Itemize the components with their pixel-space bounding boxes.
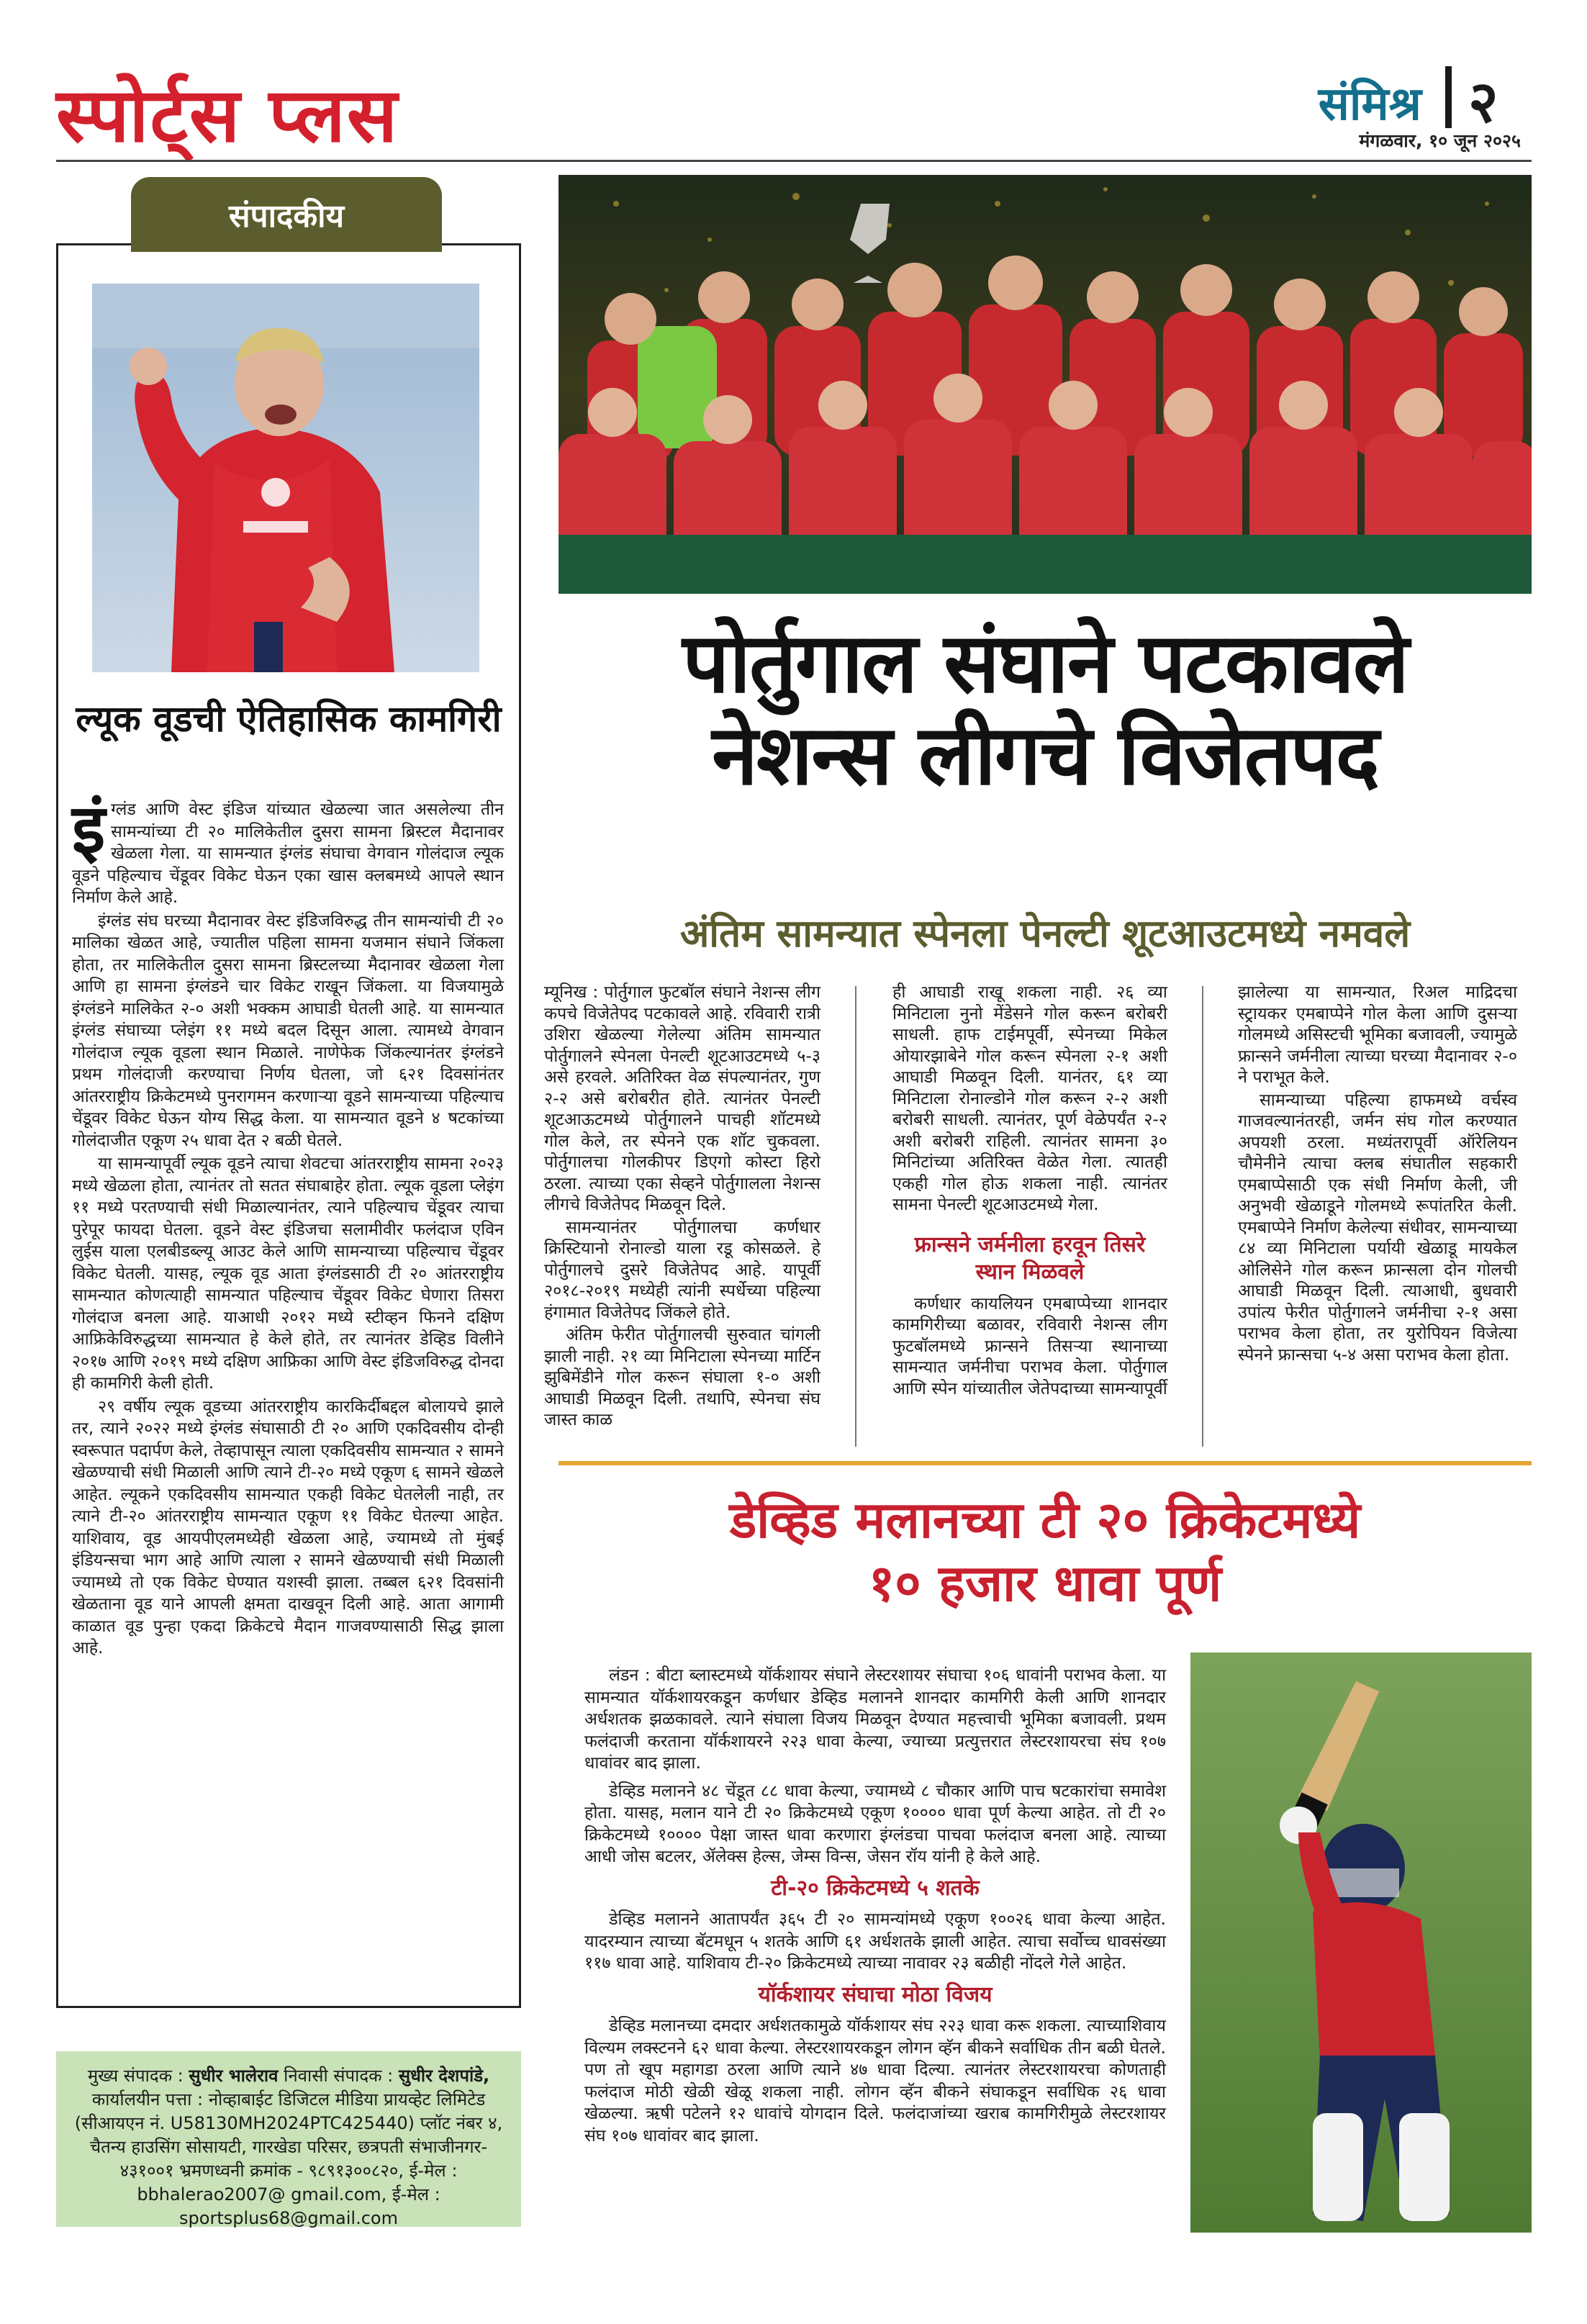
editorial-title: ल्यूक वूडची ऐतिहासिक कामगिरी [76, 698, 502, 740]
editor-label: मुख्य संपादक : [87, 2066, 184, 2086]
editorial-paragraph-text: ग्लंड आणि वेस्ट इंडिज यांच्यात खेळल्या जात असलेल्या तीन सामन्यांच्या टी २० मालिकेतील दुसरा सामना ब्रिस्टल मैदानावर खेळला गेला. या सामन्यात इंग्लंड संघाचा वेगवान गोलंदाज ल्यूक वूडने पहिल्याच चेंडूवर विकेट घेऊन एका खास क्लबमध्ये आपले स्थान निर्माण केले आहे. [72, 800, 504, 907]
section-name: संमिश्र [1318, 78, 1421, 131]
masthead-title: स्पोर्ट्स प्लस [56, 71, 399, 159]
article-paragraph: म्यूनिख : पोर्तुगाल फुटबॉल संघाने नेशन्स लीग कपचे विजेतेपद पटकावले आहे. रविवारी रात्री उशिरा खेळल्या गेलेल्या अंतिम सामन्यात पोर्तुगालने स्पेनला पेनल्टी शूटआउटमध्ये ५-३ असे हरवले. अतिरिक्त वेळ संपल्यानंतर, गुण २-२ असे बरोबरीत होते. त्यानंतर पेनल्टी शूटआऊटमध्ये पोर्तुगालने पाचही शॉटमध्ये गोल केले, तर स्पेनने एक शॉट चुकवला. पोर्तुगालचा गोलकीपर डिएगो कोस्टा हिरो ठरला. त्याच्या एका सेव्हने पोर्तुगालला नेशन्स लीगचे विजेतेपद मिळवून दिले. [544, 982, 820, 1214]
bottom-story-headline [559, 1488, 1532, 1615]
editor-name: सुधीर भालेराव [189, 2066, 279, 2086]
column-divider [855, 986, 856, 1447]
article-paragraph: डेव्हिड मलानने आतापर्यंत ३६५ टी २० सामन्यांमध्ये एकूण १००२६ धावा केल्या आहेत. यादरम्यान त्याच्या बॅटमधून ५ शतके आणि ६१ अर्धशतके झाली आहेत. त्याचा सर्वोच्च धावसंख्या ११७ धावा आहे. याशिवाय टी-२० क्रिकेटमध्ये त्याच्या नावावर २३ बळीही नोंदले गेले आहेत. [584, 1909, 1166, 1973]
editorial-paragraph: इंग्लंड संघ घरच्या मैदानावर वेस्ट इंडिजविरुद्ध तीन सामन्यांची टी २० मालिका खेळत आहे, ज्यातील पहिला सामना यजमान संघाने जिंकला होता, तर मालिकेतील दुसरा सामना ब्रिस्टलच्या मैदानावर खेळला गेला आणि हा सामना इंग्लंडने चार विकेट राखून जिंकला. या विजयामुळे इंग्लंडने मालिकेत २-० अशी भक्कम आघाडी घेतली आहे. या सामन्यात इंग्लंड संघाच्या प्लेइंग ११ मध्ये बदल दिसून आला. त्यामध्ये वेगवान गोलंदाज ल्यूक वूडला स्थान मिळाले. नाणेफेक जिंकल्यानंतर इंग्लंडने प्रथम गोलंदाजी करण्याचा निर्णय घेतला, जो ६२१ दिवसांनंतर आंतरराष्ट्रीय क्रिकेटमध्ये पुनरागमन करणाऱ्या वूडने सामन्याच्या पहिल्याच चेंडूवर विकेट घेऊन योग्य सिद्ध केला. या सामन्यात वूडने ४ षटकांच्या गोलंदाजीत एकूण २५ धावा देत २ बळी घेतले. [72, 910, 504, 1150]
column-divider [1202, 986, 1203, 1447]
dateline: मंगळवार, १० जून २०२५ [1359, 130, 1521, 151]
credits-box [56, 2051, 521, 2227]
masthead-rule [56, 160, 1532, 162]
bottom-story-photo-batsman [1190, 1652, 1532, 2233]
top-story-headline-line2: नेशन्स लीगचे विजेतपद [712, 707, 1378, 804]
article-paragraph: लंडन : बीटा ब्लास्टमध्ये यॉर्कशायर संघाने लेस्टरशायर संघाचा १०६ धावांनी पराभव केला. या सामन्यात यॉर्कशायरकडून कर्णधार डेव्हिड मलानने शानदार कामगिरी केली आणि शानदार अर्धशतक झळकावले. त्याने संघाला विजय मिळवून देण्यात महत्त्वाची भूमिका बजावली. प्रथम फलंदाजी करताना यॉर्कशायरने २२३ धावा केल्या, ज्याच्या प्रत्युत्तरात लेस्टरशायरचा संघ १०७ धावांवर बाद झाला. [584, 1665, 1166, 1773]
editorial-photo-cricketer [92, 284, 479, 672]
resident-editor-label: निवासी संपादक : [284, 2066, 394, 2086]
resident-editor-name: सुधीर देशपांडे, [398, 2066, 490, 2086]
top-story-column-3 [1238, 982, 1517, 1367]
editorial-paragraph: या सामन्यापूर्वी ल्यूक वूडने त्याचा शेवटचा आंतरराष्ट्रीय सामना २०२३ मध्ये खेळला होता, त्यानंतर तो सतत संघाबाहेर होता. ल्यूक वूडला प्लेइंग ११ मध्ये परतण्याची संधी मिळाल्यानंतर, त्याने पहिल्याच चेंडूवर त्याचा पुरेपूर फायदा घेतला. वूडने वेस्ट इंडिजचा सलामीवीर फलंदाज एविन लुईस याला एलबीडब्ल्यू आउट केले आणि सामन्याच्या पहिल्याच चेंडूवर विकेट घेतली. यासह, ल्यूक वूड आता इंग्लंडसाठी टी २० आंतरराष्ट्रीय सामन्यात कोणत्याही सामन्यात पहिल्याच चेंडूवर विकेट घेणारा तिसरा गोलंदाज बनला आहे. याआधी २०१२ मध्ये स्टीव्हन फिनने दक्षिण आफ्रिकेविरुद्धच्या सामन्यात हे केले होते, तर त्यानंतर डेव्हिड विलीने २०१७ आणि २०१९ मध्ये दक्षिण आफ्रिका आणि वेस्ट इंडिजविरुद्ध दोनदा ही कामगिरी केली होती. [72, 1154, 504, 1393]
editorial-label: संपादकीय [131, 177, 442, 252]
top-story-column-2 [892, 982, 1167, 1401]
article-paragraph: सामन्याच्या पहिल्या हाफमध्ये वर्चस्व गाजवल्यानंतरही, जर्मन संघ गोल करण्यात अपयशी ठरला. मध्यंतरापूर्वी ऑरेलियन चौमेनीने त्याचा क्लब संघातील सहकारी एमबाप्पेसाठी एक संधी निर्माण केली, जी अनुभवी खेळाडूने गोलमध्ये रूपांतरित केली. एमबाप्पेने निर्माण केलेल्या संधीवर, सामन्याच्या ८४ व्या मिनिटाला पर्यायी खेळाडू मायकेल ओलिसेने गोल करून फ्रान्सला दोन गोलची आघाडी मिळवून दिली. त्याआधी, बुधवारी उपांत्य फेरीत पोर्तुगालने जर्मनीचा २-१ असा पराभव केला होता, तर युरोपियन विजेत्या स्पेनने फ्रान्सचा ५-४ असा पराभव केला होता. [1238, 1089, 1517, 1365]
section-separator [1445, 66, 1452, 128]
top-story-headline [559, 615, 1532, 804]
top-story-headline-line1: पोर्तुगाल संघाने पटकावले [682, 615, 1408, 712]
editorial-paragraph: २९ वर्षीय ल्यूक वूडच्या आंतरराष्ट्रीय कारकिर्दीबद्दल बोलायचे झाले तर, त्याने २०२२ मध्ये इंग्लंड संघासाठी टी २० आणि एकदिवसीय दोन्ही स्वरूपात पदार्पण केले, तेव्हापासून त्याला एकदिवसीय सामन्यात २ सामने खेळण्याची संधी मिळाली आणि त्याने टी-२० मध्ये एकूण ६ सामने खेळले आहेत. ल्यूकने एकदिवसीय सामन्यात एकही विकेट घेतलेली नाही, तर त्याने टी-२० आंतरराष्ट्रीय सामन्यात एकूण ११ विकेट घेतल्या आहेत. याशिवाय, वूड आयपीएलमध्येही खेळला आहे, ज्यामध्ये तो मुंबई इंडियन्सचा भाग आहे आणि त्याला २ सामने खेळण्याची संधी मिळाली ज्यामध्ये तो एक विकेट घेण्यात यशस्वी झाला. तब्बल ६२१ दिवसांनी खेळताना वूड याने आपली क्षमता दाखवून दिली आहे. आता आगामी काळात वूड पुन्हा एकदा क्रिकेटचे मैदान गाजवण्यासाठी सिद्ध झाला आहे. [72, 1396, 504, 1658]
top-story-photo-team-celebration [559, 175, 1532, 594]
article-paragraph: डेव्हिड मलानच्या दमदार अर्धशतकामुळे यॉर्कशायर संघ २२३ धावा करू शकला. त्याच्याशिवाय विल्यम लक्स्टनने ६२ धावा केल्या. लेस्टरशायरकडून लोगन व्हॅन बीकने सर्वाधिक तीन बळी घेतले. पण तो खूप महागडा ठरला आणि त्याने ४७ धावा दिल्या. त्यानंतर लेस्टरशायरचा कोणताही फलंदाज मोठी खेळी खेळू शकला नाही. लोगन व्हॅन बीकने संघाकडून सर्वाधिक २६ धावा खेळल्या. ऋषी पटेलने १२ धावांचे योगदान दिले. फलंदाजांच्या खराब कामगिरीमुळे लेस्टरशायर संघ १०७ धावांवर बाद झाला. [584, 2015, 1166, 2146]
france-subheading: फ्रान्सने जर्मनीला हरवून तिसरे स्थान मिळवले [914, 1231, 1146, 1285]
centuries-subheading: टी-२० क्रिकेटमध्ये ५ शतके [771, 1875, 980, 1901]
top-story-column-1 [544, 982, 820, 1432]
editorial-body [72, 790, 504, 1661]
dropcap: इं [72, 790, 106, 869]
bottom-story-headline-line2: १० हजार धावा पूर्ण [868, 1554, 1222, 1613]
article-paragraph: अंतिम फेरीत पोर्तुगालची सुरुवात चांगली झाली नाही. २१ व्या मिनिटाला स्पेनच्या मार्टिन झुबिमेंडीने गोल करून संघाला १-० अशी आघाडी मिळवून दिली. तथापि, स्पेनचा संघ जास्त काळ [544, 1324, 820, 1429]
bottom-story-headline-line1: डेव्हिड मलानच्या टी २० क्रिकेटमध्ये [729, 1491, 1361, 1550]
article-paragraph: ही आघाडी राखू शकला नाही. २६ व्या मिनिटाला नुनो मेंडेसने गोल करून बरोबरी साधली. हाफ टाईमपूर्वी, स्पेनच्या मिकेल ओयारझाबेने गोल करून स्पेनला २-१ अशी आघाडी मिळवून दिली. यानंतर, ६१ व्या मिनिटाला रोनाल्डोने गोल करून २-२ अशी बरोबरी साधली. त्यानंतर, पूर्ण वेळेपर्यंत २-२ अशी बरोबरी राहिली. त्यानंतर सामना ३० मिनिटांच्या अतिरिक्त वेळेत गेला. त्यातही एकही गोल होऊ शकला नाही. त्यानंतर सामना पेनल्टी शूटआउटमध्ये गेला. [892, 982, 1167, 1214]
bottom-story-body [584, 1664, 1166, 2152]
article-paragraph: डेव्हिड मलानने ४८ चेंडूत ८८ धावा केल्या, ज्यामध्ये ८ चौकार आणि पाच षटकारांचा समावेश होता. यासह, मलान याने टी २० क्रिकेटमध्ये एकूण १०००० धावा पूर्ण केल्या आहेत. तो टी २० क्रिकेटमध्ये १०००० पेक्षा जास्त धावा करणारा इंग्लंडचा पाचवा फलंदाज बनला आहे. त्याच्या आधी जोस बटलर, ॲलेक्स हेल्स, जेम्स विन्स, जेसन रॉय यांनी हे केले आहे. [584, 1780, 1166, 1866]
yorkshire-subheading: यॉर्कशायर संघाचा मोठा विजय [758, 1981, 993, 2007]
story-separator-rule [559, 1461, 1532, 1465]
page-number: २ [1468, 68, 1498, 135]
article-paragraph: सामन्यानंतर पोर्तुगालचा कर्णधार क्रिस्टियानो रोनाल्डो याला रडू कोसळले. हे पोर्तुगालचे दुसरे विजेतेपद आहे. यापूर्वी २०१८-२०१९ मध्येही त्यांनी स्पर्धेच्या पहिल्या हंगामात विजेतेपद जिंकले होते. [544, 1216, 820, 1322]
article-paragraph: कर्णधार कायलियन एमबाप्पेच्या शानदार कामगिरीच्या बळावर, रविवारी नेशन्स लीग फुटबॉलमध्ये फ्रान्सने तिसऱ्या स्थानाच्या सामन्यात जर्मनीचा पराभव केला. पोर्तुगाल आणि स्पेन यांच्यातील जेतेपदाच्या सामन्यापूर्वी [892, 1293, 1167, 1398]
top-story-subheadline: अंतिम सामन्यात स्पेनला पेनल्टी शूटआउटमध्ये नमवले [679, 912, 1411, 956]
article-paragraph: झालेल्या या सामन्यात, रिअल माद्रिदचा स्ट्रायकर एमबाप्पेने गोल केला आणि दुसऱ्या गोलमध्ये असिस्टची भूमिका बजावली, ज्यामुळे फ्रान्सने जर्मनीला त्याच्या घरच्या मैदानावर २-० ने पराभूत केले. [1238, 982, 1517, 1087]
editorial-paragraph [72, 790, 504, 909]
office-address: कार्यालयीन पत्ता : नोव्हाबाईट डिजिटल मीडिया प्रायव्हेट लिमिटेड (सीआयएन नं. U58130MH2024PTC425440) प्लॉट नंबर ४, चैतन्य हाउसिंग सोसायटी, गारखेडा परिसर, छत्रपती संभाजीनगर- ४३१००१ भ्रमणध्वनी क्रमांक - ९८९१३००८२०, ई-मेल : bbhalerao2007@ gmail.com, ई-मेल : sportsplus68@gmail.com [74, 2089, 503, 2228]
